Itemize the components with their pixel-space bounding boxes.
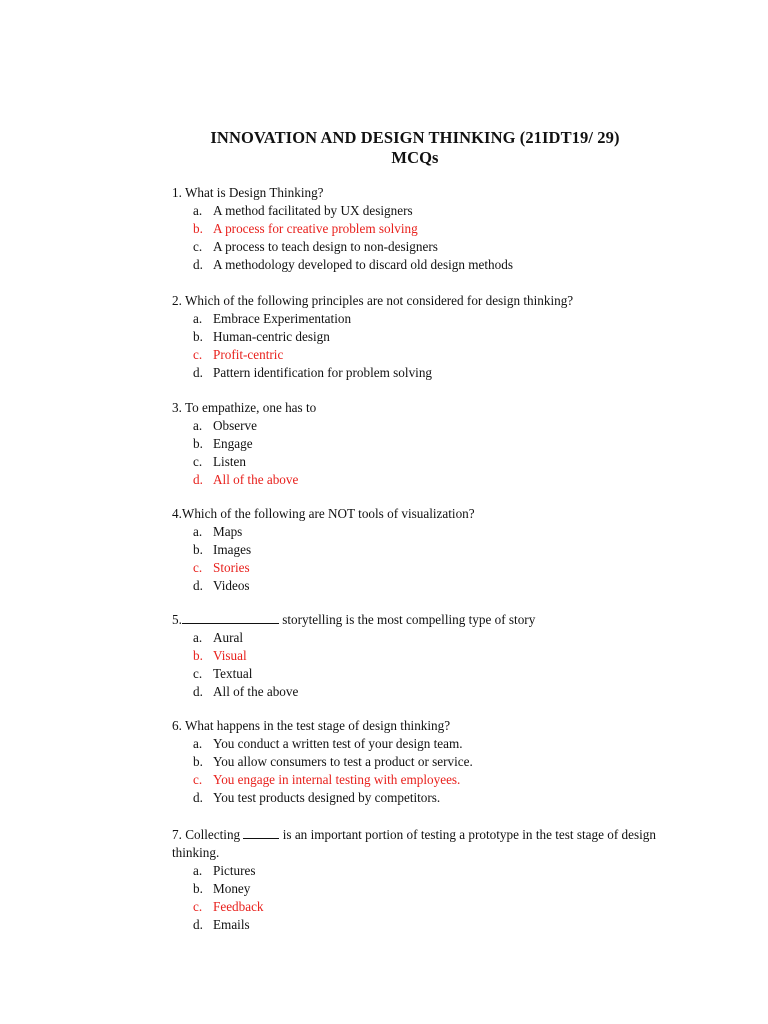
option-text: Videos — [213, 578, 250, 593]
option-a — [172, 523, 682, 541]
option-letter: a. — [193, 203, 203, 218]
fill-in-blank — [182, 612, 279, 624]
option-letter: b. — [193, 542, 203, 557]
option-letter: d. — [193, 257, 203, 272]
option-text: Observe — [213, 418, 257, 433]
option-letter: b. — [193, 648, 203, 663]
option-list — [172, 629, 682, 701]
question-prefix: 7. Collecting — [172, 827, 241, 842]
option-letter: d. — [193, 917, 203, 932]
question-6 — [172, 717, 682, 807]
option-text: A method facilitated by UX designers — [213, 203, 413, 218]
option-text: Stories — [213, 560, 250, 575]
option-list — [172, 417, 682, 489]
option-text: All of the above — [213, 472, 299, 487]
question-3 — [172, 399, 682, 489]
option-letter: d. — [193, 472, 203, 487]
option-letter: d. — [193, 790, 203, 805]
option-letter: b. — [193, 881, 203, 896]
option-c-correct-answer — [172, 346, 682, 364]
option-d-correct-answer — [172, 471, 682, 489]
option-letter: b. — [193, 329, 203, 344]
option-text: Pattern identification for problem solving — [213, 365, 433, 380]
option-text: Pictures — [213, 863, 256, 878]
option-letter: c. — [193, 666, 203, 681]
option-text: Visual — [213, 648, 247, 663]
question-suffix: is an important portion of testing a prototype in the test stage of design thinking. — [172, 827, 660, 860]
question-2 — [172, 292, 682, 382]
question-text: 2. Which of the following principles are not considered for design thinking? — [172, 293, 574, 308]
option-a — [172, 417, 682, 435]
option-text: Engage — [213, 436, 253, 451]
question-suffix: storytelling is the most compelling type of story — [278, 612, 536, 627]
option-letter: a. — [193, 736, 203, 751]
document-title: INNOVATION AND DESIGN THINKING (21IDT19/ 29) — [210, 128, 620, 147]
option-b — [172, 880, 682, 898]
option-text: All of the above — [213, 684, 299, 699]
option-a — [172, 310, 682, 328]
question-prefix: 5. — [172, 612, 182, 627]
question-7 — [172, 826, 682, 934]
document-subtitle: MCQs — [391, 148, 439, 167]
option-text: A process to teach design to non-designers — [213, 239, 438, 254]
question-text: 1. What is Design Thinking? — [172, 185, 324, 200]
option-text: Textual — [213, 666, 253, 681]
option-text: You test products designed by competitors. — [213, 790, 441, 805]
option-letter: c. — [193, 772, 203, 787]
option-list — [172, 310, 682, 382]
option-c-correct-answer — [172, 771, 682, 789]
question-text — [172, 611, 682, 629]
option-b — [172, 435, 682, 453]
option-letter: c. — [193, 899, 203, 914]
option-a — [172, 629, 682, 647]
option-a — [172, 202, 682, 220]
option-d — [172, 364, 682, 382]
option-c — [172, 453, 682, 471]
option-d — [172, 577, 682, 595]
option-letter: d. — [193, 578, 203, 593]
option-letter: b. — [193, 221, 203, 236]
option-text: Aural — [213, 630, 244, 645]
option-text: A methodology developed to discard old design methods — [213, 257, 513, 272]
option-list — [172, 862, 682, 934]
question-4 — [172, 505, 682, 595]
option-b-correct-answer — [172, 647, 682, 665]
option-b-correct-answer — [172, 220, 682, 238]
option-c — [172, 238, 682, 256]
option-b — [172, 328, 682, 346]
option-text: Images — [213, 542, 252, 557]
option-text: You engage in internal testing with employees. — [213, 772, 461, 787]
option-text: You conduct a written test of your design team. — [213, 736, 463, 751]
question-text — [172, 826, 682, 862]
option-letter: b. — [193, 436, 203, 451]
option-b — [172, 753, 682, 771]
question-text: 6. What happens in the test stage of design thinking? — [172, 718, 451, 733]
option-b — [172, 541, 682, 559]
option-text: Profit-centric — [213, 347, 284, 362]
option-letter: a. — [193, 524, 203, 539]
option-d — [172, 789, 682, 807]
option-letter: c. — [193, 454, 203, 469]
option-a — [172, 862, 682, 880]
question-text: 3. To empathize, one has to — [172, 400, 317, 415]
option-c-correct-answer — [172, 898, 682, 916]
option-text: Money — [213, 881, 251, 896]
option-letter: c. — [193, 560, 203, 575]
option-text: Feedback — [213, 899, 264, 914]
option-letter: c. — [193, 347, 203, 362]
option-letter: a. — [193, 311, 203, 326]
option-letter: d. — [193, 684, 203, 699]
option-a — [172, 735, 682, 753]
option-list — [172, 202, 682, 274]
question-text: 4.Which of the following are NOT tools of visualization? — [172, 506, 475, 521]
option-text: Maps — [213, 524, 243, 539]
option-text: Human-centric design — [213, 329, 330, 344]
option-d — [172, 683, 682, 701]
question-5 — [172, 611, 682, 701]
option-letter: c. — [193, 239, 203, 254]
option-text: You allow consumers to test a product or service. — [213, 754, 473, 769]
option-letter: d. — [193, 365, 203, 380]
option-text: Listen — [213, 454, 246, 469]
option-d — [172, 256, 682, 274]
option-text: Emails — [213, 917, 250, 932]
option-text: Embrace Experimentation — [213, 311, 352, 326]
option-letter: a. — [193, 863, 203, 878]
option-list — [172, 523, 682, 595]
option-letter: a. — [193, 418, 203, 433]
option-letter: a. — [193, 630, 203, 645]
option-letter: b. — [193, 754, 203, 769]
option-c — [172, 665, 682, 683]
option-text: A process for creative problem solving — [213, 221, 418, 236]
question-1 — [172, 184, 682, 274]
option-list — [172, 735, 682, 807]
option-c-correct-answer — [172, 559, 682, 577]
fill-in-blank — [243, 827, 279, 839]
option-d — [172, 916, 682, 934]
